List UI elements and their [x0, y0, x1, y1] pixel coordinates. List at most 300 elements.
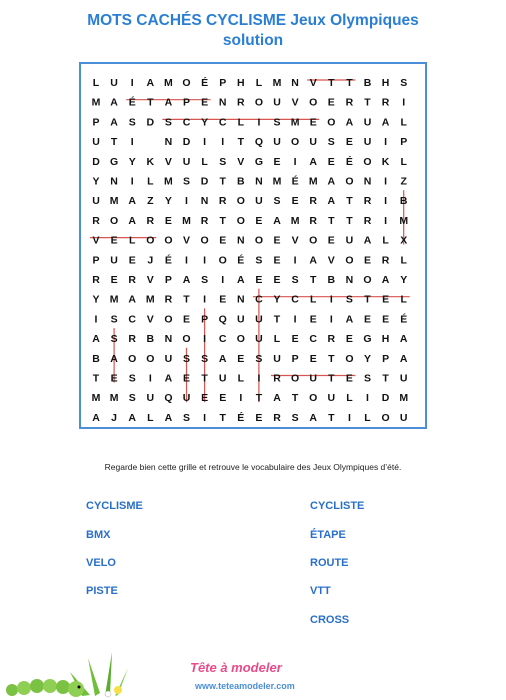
- grid-letter: O: [327, 116, 336, 129]
- grid-letter: T: [346, 214, 353, 227]
- grid-letter: T: [92, 372, 100, 385]
- grid-letter: U: [182, 392, 191, 405]
- grid-letter: U: [309, 136, 317, 149]
- grid-letter: A: [110, 96, 118, 109]
- grid-letter: A: [327, 195, 336, 208]
- grid-letter: U: [255, 333, 263, 346]
- grid-letter: I: [94, 313, 98, 326]
- grid-letter: A: [309, 254, 317, 267]
- grid-letter: T: [219, 214, 226, 227]
- grid-letter: T: [291, 392, 299, 405]
- grid-letter: U: [255, 313, 263, 326]
- grid-letter: T: [201, 372, 208, 385]
- grid-letter: U: [345, 234, 354, 247]
- grid-letter: U: [110, 254, 118, 267]
- grid-letter: A: [327, 175, 336, 188]
- grid-letter: O: [236, 333, 245, 346]
- grid-letter: T: [328, 352, 335, 365]
- grid-letter: Y: [92, 293, 100, 306]
- grid-letter: L: [92, 77, 100, 89]
- grid-letter: E: [219, 392, 227, 405]
- grid-letter: E: [345, 136, 353, 149]
- grid-letter: M: [164, 175, 173, 188]
- grid-letter: R: [218, 195, 227, 208]
- grid-letter: S: [128, 116, 136, 129]
- grid-letter: E: [110, 372, 118, 385]
- grid-letter: I: [384, 195, 388, 208]
- grid-letter: O: [345, 175, 354, 188]
- grid-letter: T: [364, 293, 371, 306]
- grid-letter: A: [110, 352, 118, 365]
- word-search-grid: [79, 62, 427, 429]
- grid-letter: U: [327, 392, 336, 405]
- grid-letter: P: [182, 96, 191, 109]
- grid-letter: L: [201, 155, 208, 168]
- grid-letter: D: [182, 136, 191, 149]
- grid-letter: E: [345, 372, 353, 385]
- grid-letter: R: [327, 333, 336, 346]
- grid-letter: É: [237, 254, 245, 267]
- grid-letter: B: [146, 333, 155, 346]
- grid-letter: E: [327, 155, 335, 168]
- grid-letter: I: [257, 372, 261, 385]
- grid-letter: U: [399, 411, 408, 424]
- grid-letter: D: [200, 175, 209, 188]
- grid-letter: S: [128, 372, 136, 385]
- grid-letter: T: [273, 313, 281, 326]
- grid-letter: Y: [164, 195, 172, 208]
- grid-letter: T: [237, 136, 245, 149]
- grid-letter: U: [237, 313, 245, 326]
- grid-letter: E: [363, 313, 372, 326]
- grid-letter: R: [200, 214, 209, 227]
- grid-letter: S: [291, 274, 299, 286]
- grid-letter: R: [273, 411, 281, 424]
- grid-letter: Y: [400, 274, 408, 286]
- grid-letter: M: [164, 77, 173, 89]
- grid-letter: P: [382, 352, 390, 365]
- grid-letter: I: [239, 392, 243, 405]
- grid-letter: D: [146, 116, 155, 129]
- grid-letter: Y: [273, 293, 281, 306]
- grid-letter: L: [237, 372, 245, 385]
- grid-letter: I: [148, 372, 152, 385]
- word-right-5: CROSS: [310, 614, 350, 626]
- grid-letter: E: [382, 293, 390, 306]
- grid-letter: M: [109, 392, 119, 405]
- grid-letter: S: [110, 333, 118, 346]
- grid-letter: U: [182, 155, 191, 168]
- grid-letter: E: [219, 293, 227, 306]
- grid-letter: O: [254, 234, 263, 247]
- grid-letter: Q: [254, 136, 263, 149]
- grid-letter: M: [308, 175, 318, 188]
- grid-letter: M: [109, 195, 119, 208]
- grid-letter: O: [236, 195, 245, 208]
- grid-letter: E: [255, 274, 263, 286]
- svg-text:Tête à modeler: Tête à modeler: [190, 660, 282, 675]
- grid-letter: R: [381, 254, 390, 267]
- grid-letter: A: [345, 313, 354, 326]
- grid-letter: É: [128, 96, 136, 109]
- grid-letter: U: [164, 352, 173, 365]
- grid-letter: N: [291, 77, 299, 89]
- grid-letter: E: [273, 274, 281, 286]
- grid-letter: I: [203, 293, 207, 306]
- grid-letter: L: [147, 175, 154, 188]
- grid-letter: U: [363, 116, 372, 129]
- grid-letter: A: [146, 77, 155, 89]
- grid-letter: U: [273, 96, 281, 109]
- grid-letter: I: [384, 214, 388, 227]
- grid-letter: I: [329, 293, 333, 306]
- grid-letter: P: [201, 313, 209, 326]
- grid-letter: T: [255, 392, 263, 405]
- grid-letter: U: [255, 195, 263, 208]
- grid-letter: S: [182, 175, 191, 188]
- grid-letter: R: [381, 96, 390, 109]
- grid-letter: I: [293, 155, 297, 168]
- grid-letter: U: [273, 136, 281, 149]
- grid-letter: D: [92, 155, 100, 168]
- grid-letter: U: [218, 372, 227, 385]
- grid-letter: S: [273, 116, 281, 129]
- grid-letter: A: [128, 195, 136, 208]
- grid-letter: A: [92, 333, 100, 346]
- grid-letter: E: [382, 313, 390, 326]
- grid-letter: P: [164, 274, 172, 286]
- grid-letter: S: [128, 392, 136, 405]
- grid-letter: K: [381, 155, 390, 168]
- grid-letter: S: [201, 274, 209, 286]
- grid-letter: N: [164, 333, 173, 346]
- grid-letter: T: [309, 274, 317, 286]
- grid-letter: O: [182, 333, 191, 346]
- grid-letter: S: [219, 155, 227, 168]
- grid-letter: C: [218, 333, 227, 346]
- grid-letter: O: [291, 372, 300, 385]
- grid-letter: R: [345, 96, 354, 109]
- grid-letter: E: [345, 333, 353, 346]
- instructions: Regarde bien cette grille et retrouve le vocabulaire des Jeux Olympiques d’été.: [104, 462, 402, 472]
- grid-letter: O: [110, 214, 119, 227]
- grid-letter: P: [92, 116, 100, 129]
- grid-letter: R: [92, 274, 100, 286]
- grid-letter: D: [381, 392, 390, 405]
- grid-letter: P: [400, 136, 408, 149]
- grid-letter: V: [237, 155, 245, 168]
- grid-letter: M: [290, 214, 300, 227]
- grid-letter: E: [201, 392, 209, 405]
- grid-letter: R: [309, 195, 317, 208]
- grid-letter: I: [221, 274, 225, 286]
- word-left-2: BMX: [86, 529, 111, 541]
- grid-letter: L: [400, 155, 407, 168]
- grid-letter: R: [128, 274, 136, 286]
- grid-letter: E: [363, 254, 372, 267]
- grid-letter: S: [291, 411, 299, 424]
- grid-letter: I: [293, 254, 297, 267]
- word-right-3: ROUTE: [310, 557, 349, 569]
- grid-letter: S: [327, 136, 335, 149]
- grid-letter: L: [400, 293, 407, 306]
- grid-letter: O: [200, 234, 209, 247]
- grid-letter: E: [273, 254, 281, 267]
- grid-letter: O: [218, 254, 227, 267]
- grid-letter: V: [92, 234, 100, 247]
- grid-letter: I: [203, 333, 207, 346]
- grid-letter: U: [146, 392, 155, 405]
- grid-letter: E: [182, 313, 191, 326]
- grid-letter: S: [255, 352, 263, 365]
- grid-letter: T: [346, 77, 353, 89]
- grid-letter: O: [291, 136, 300, 149]
- grid-letter: S: [273, 195, 281, 208]
- grid-letter: M: [91, 96, 101, 109]
- grid-letter: É: [164, 254, 172, 267]
- grid-letter: L: [128, 234, 136, 247]
- grid-letter: A: [273, 392, 281, 405]
- grid-letter: Y: [363, 352, 372, 365]
- grid-letter: S: [363, 372, 372, 385]
- page-title: MOTS CACHÉS CYCLISME Jeux Olympiques: [87, 12, 419, 29]
- grid-letter: É: [291, 175, 299, 188]
- grid-letter: M: [145, 293, 155, 306]
- word-right-2: ÉTAPE: [310, 529, 346, 541]
- grid-letter: T: [364, 96, 371, 109]
- grid-letter: A: [363, 234, 372, 247]
- word-left-4: PISTE: [86, 585, 118, 597]
- grid-letter: C: [255, 293, 263, 306]
- grid-letter: I: [402, 96, 406, 109]
- grid-letter: O: [128, 352, 137, 365]
- grid-letter: M: [272, 77, 282, 89]
- grid-letter: H: [381, 333, 390, 346]
- grid-letter: T: [328, 214, 335, 227]
- grid-letter: Y: [128, 155, 136, 168]
- grid-letter: C: [218, 116, 227, 129]
- grid-letter: A: [309, 411, 317, 424]
- grid-letter: I: [257, 116, 261, 129]
- grid-letter: E: [201, 96, 209, 109]
- grid-letter: E: [309, 313, 317, 326]
- grid-letter: T: [183, 293, 190, 306]
- grid-letter: S: [110, 313, 118, 326]
- grid-letter: O: [309, 234, 318, 247]
- grid-letter: T: [346, 195, 353, 208]
- grid-letter: I: [366, 392, 369, 405]
- grid-letter: O: [381, 411, 390, 424]
- grid-letter: O: [164, 234, 173, 247]
- grid-letter: S: [201, 352, 209, 365]
- grid-letter: E: [309, 352, 317, 365]
- grid-letter: R: [273, 372, 281, 385]
- grid-letter: E: [309, 116, 317, 129]
- grid-letter: A: [381, 116, 390, 129]
- grid-letter: A: [110, 116, 118, 129]
- grid-letter: G: [110, 155, 119, 168]
- grid-letter: O: [146, 234, 155, 247]
- grid-letter: M: [272, 175, 282, 188]
- grid-letter: L: [400, 116, 407, 129]
- grid-letter: O: [345, 254, 354, 267]
- grid-letter: O: [309, 96, 318, 109]
- grid-letter: A: [309, 155, 317, 168]
- grid-letter: U: [363, 136, 372, 149]
- grid-letter: B: [92, 352, 100, 365]
- grid-letter: R: [92, 214, 100, 227]
- grid-letter: A: [273, 214, 281, 227]
- grid-letter: N: [255, 175, 263, 188]
- grid-letter: T: [110, 136, 118, 149]
- grid-letter: G: [363, 333, 372, 346]
- grid-letter: U: [309, 372, 317, 385]
- grid-letter: C: [291, 293, 299, 306]
- grid-letter: K: [146, 155, 155, 168]
- grid-letter: P: [291, 352, 299, 365]
- grid-letter: E: [110, 274, 118, 286]
- grid-letter: C: [182, 116, 191, 129]
- word-left-3: VELO: [86, 557, 116, 569]
- grid-letter: I: [185, 195, 188, 208]
- grid-letter: T: [219, 411, 226, 424]
- grid-letter: V: [291, 234, 299, 247]
- grid-letter: T: [328, 411, 335, 424]
- grid-letter: É: [237, 411, 245, 424]
- grid-letter: Z: [400, 175, 407, 188]
- grid-letter: V: [182, 234, 191, 247]
- grid-letter: S: [345, 293, 353, 306]
- grid-letter: E: [273, 234, 281, 247]
- grid-letter: C: [128, 313, 136, 326]
- grid-letter: L: [147, 411, 154, 424]
- grid-letter: I: [130, 175, 134, 188]
- grid-letter: O: [146, 352, 155, 365]
- grid-letter: B: [399, 195, 408, 208]
- grid-letter: T: [328, 372, 335, 385]
- grid-letter: T: [382, 372, 389, 385]
- grid-letter: M: [290, 116, 300, 129]
- grid-letter: O: [345, 352, 354, 365]
- grid-letter: U: [92, 136, 100, 149]
- grid-letter: E: [255, 214, 263, 227]
- grid-letter: R: [128, 333, 136, 346]
- grid-letter: L: [382, 234, 389, 247]
- grid-letter: H: [381, 77, 390, 89]
- grid-letter: L: [273, 333, 281, 346]
- grid-letter: J: [147, 254, 154, 267]
- grid-letter: J: [111, 411, 118, 424]
- page-subtitle: solution: [222, 32, 284, 49]
- grid-letter: A: [164, 96, 173, 109]
- grid-letter: A: [92, 411, 100, 424]
- grid-letter: I: [185, 254, 188, 267]
- grid-letter: O: [164, 313, 173, 326]
- grid-letter: I: [329, 313, 333, 326]
- grid-letter: I: [203, 254, 207, 267]
- grid-letter: V: [146, 313, 154, 326]
- grid-letter: E: [273, 155, 281, 168]
- word-left-1: CYCLISME: [86, 500, 143, 512]
- grid-letter: T: [219, 175, 226, 188]
- grid-letter: A: [237, 274, 245, 286]
- grid-letter: N: [110, 175, 118, 188]
- grid-letter: É: [345, 155, 353, 168]
- grid-letter: P: [219, 77, 227, 89]
- word-right-1: CYCLISTE: [310, 500, 365, 512]
- grid-letter: N: [237, 293, 245, 306]
- grid-letter: E: [164, 214, 172, 227]
- grid-letter: X: [400, 234, 408, 247]
- brand-logo: [188, 656, 328, 678]
- grid-letter: I: [203, 136, 207, 149]
- grid-letter: B: [327, 274, 336, 286]
- caterpillar-logo: [0, 638, 140, 700]
- grid-letter: V: [291, 96, 299, 109]
- grid-letter: O: [182, 77, 191, 89]
- grid-letter: E: [237, 352, 245, 365]
- grid-letter: C: [309, 333, 317, 346]
- grid-letter: A: [128, 411, 136, 424]
- grid-letter: S: [182, 352, 191, 365]
- grid-letter: R: [146, 214, 155, 227]
- grid-letter: N: [164, 136, 173, 149]
- grid-letter: S: [400, 77, 408, 89]
- grid-letter: O: [309, 392, 318, 405]
- grid-letter: V: [327, 254, 335, 267]
- grid-letter: A: [399, 352, 408, 365]
- grid-letter: G: [254, 155, 263, 168]
- grid-letter: L: [255, 77, 263, 89]
- grid-letter: V: [164, 155, 172, 168]
- grid-letter: E: [327, 96, 335, 109]
- grid-letter: A: [218, 352, 227, 365]
- grid-letter: B: [237, 175, 245, 188]
- grid-letter: A: [182, 274, 191, 286]
- grid-letter: I: [221, 136, 225, 149]
- grid-letter: L: [364, 411, 371, 424]
- grid-letter: O: [363, 155, 372, 168]
- grid-letter: I: [203, 411, 207, 424]
- grid-letter: I: [130, 136, 134, 149]
- grid-letter: E: [291, 195, 299, 208]
- grid-letter: L: [237, 116, 245, 129]
- grid-letters: [81, 64, 424, 426]
- grid-letter: Y: [92, 175, 100, 188]
- grid-letter: L: [309, 293, 317, 306]
- grid-letter: N: [200, 195, 209, 208]
- grid-letter: S: [182, 411, 191, 424]
- word-right-4: VTT: [310, 585, 331, 597]
- grid-letter: M: [91, 392, 101, 405]
- grid-letter: R: [164, 293, 173, 306]
- grid-letter: S: [255, 254, 263, 267]
- grid-letter: E: [128, 254, 136, 267]
- grid-letter: L: [346, 392, 353, 405]
- grid-letter: R: [237, 96, 245, 109]
- grid-letter: É: [201, 77, 209, 89]
- grid-letter: O: [236, 214, 245, 227]
- grid-letter: E: [327, 234, 335, 247]
- grid-letter: U: [92, 195, 100, 208]
- grid-letter: O: [363, 274, 372, 286]
- grid-letter: S: [164, 116, 172, 129]
- grid-letter: I: [130, 77, 134, 89]
- grid-letter: N: [218, 96, 227, 109]
- grid-letter: A: [164, 372, 173, 385]
- grid-letter: Q: [164, 392, 173, 405]
- grid-letter: T: [328, 77, 335, 89]
